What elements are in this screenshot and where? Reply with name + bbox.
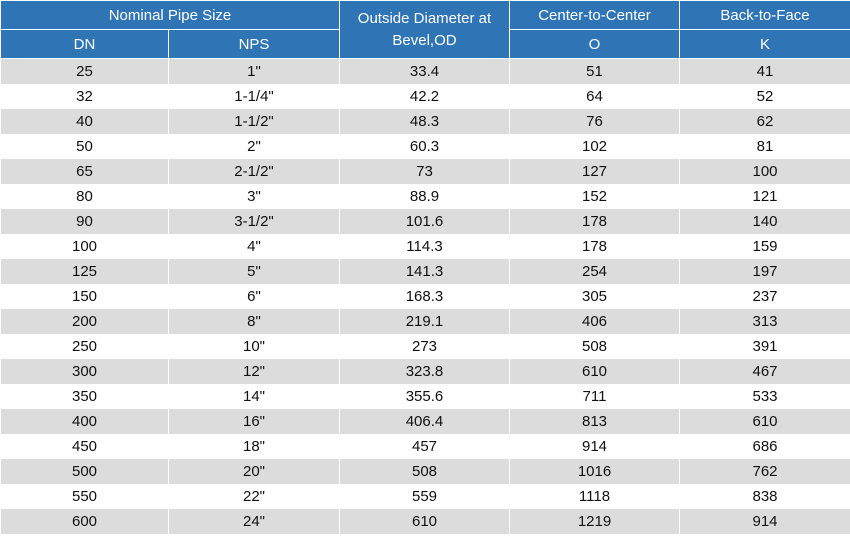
cell-center-to-center: 178 [510,209,680,234]
cell-outside-diameter: 508 [340,459,510,484]
table-row [1,334,850,359]
cell-center-to-center: 1219 [510,509,680,534]
cell-center-to-center: 1016 [510,459,680,484]
table-row [1,484,850,509]
cell-outside-diameter: 355.6 [340,384,510,409]
cell-outside-diameter: 101.6 [340,209,510,234]
cell-center-to-center: 711 [510,384,680,409]
cell-center-to-center: 127 [510,159,680,184]
cell-dn: 65 [1,159,169,184]
cell-center-to-center: 51 [510,59,680,85]
cell-center-to-center: 76 [510,109,680,134]
cell-outside-diameter: 42.2 [340,84,510,109]
cell-dn: 25 [1,59,169,85]
cell-outside-diameter: 559 [340,484,510,509]
cell-outside-diameter: 114.3 [340,234,510,259]
cell-center-to-center: 254 [510,259,680,284]
cell-dn: 100 [1,234,169,259]
cell-dn: 80 [1,184,169,209]
table-row [1,234,850,259]
cell-outside-diameter: 73 [340,159,510,184]
header-outside-diameter: Outside Diameter at Bevel,OD [340,1,510,59]
cell-back-to-face: 610 [680,409,850,434]
header-nps: NPS [169,30,340,59]
cell-dn: 550 [1,484,169,509]
cell-outside-diameter: 406.4 [340,409,510,434]
cell-dn: 32 [1,84,169,109]
cell-nps: 2-1/2" [169,159,340,184]
cell-nps: 3-1/2" [169,209,340,234]
header-center-to-center: Center-to-Center [510,1,680,30]
cell-center-to-center: 813 [510,409,680,434]
table-row [1,434,850,459]
cell-nps: 5" [169,259,340,284]
cell-nps: 1-1/4" [169,84,340,109]
cell-center-to-center: 406 [510,309,680,334]
cell-dn: 500 [1,459,169,484]
cell-dn: 150 [1,284,169,309]
table-row [1,59,850,85]
cell-nps: 24" [169,509,340,534]
cell-outside-diameter: 168.3 [340,284,510,309]
cell-back-to-face: 391 [680,334,850,359]
cell-back-to-face: 313 [680,309,850,334]
cell-dn: 125 [1,259,169,284]
cell-outside-diameter: 48.3 [340,109,510,134]
table-row [1,309,850,334]
cell-back-to-face: 838 [680,484,850,509]
cell-back-to-face: 762 [680,459,850,484]
cell-dn: 400 [1,409,169,434]
cell-back-to-face: 533 [680,384,850,409]
cell-nps: 18" [169,434,340,459]
cell-nps: 20" [169,459,340,484]
table-row [1,284,850,309]
table-row [1,509,850,534]
cell-outside-diameter: 457 [340,434,510,459]
cell-center-to-center: 64 [510,84,680,109]
cell-outside-diameter: 33.4 [340,59,510,85]
cell-dn: 600 [1,509,169,534]
cell-nps: 1-1/2" [169,109,340,134]
cell-dn: 350 [1,384,169,409]
cell-outside-diameter: 141.3 [340,259,510,284]
cell-nps: 16" [169,409,340,434]
cell-center-to-center: 178 [510,234,680,259]
cell-nps: 10" [169,334,340,359]
cell-back-to-face: 140 [680,209,850,234]
cell-back-to-face: 914 [680,509,850,534]
cell-back-to-face: 197 [680,259,850,284]
cell-nps: 3" [169,184,340,209]
cell-back-to-face: 467 [680,359,850,384]
cell-center-to-center: 1118 [510,484,680,509]
table-row [1,259,850,284]
table-row [1,109,850,134]
cell-nps: 14" [169,384,340,409]
table-row [1,409,850,434]
table-row [1,134,850,159]
cell-outside-diameter: 273 [340,334,510,359]
header-k: K [680,30,850,59]
cell-nps: 1" [169,59,340,85]
table-row [1,459,850,484]
table-header [1,1,850,59]
cell-dn: 250 [1,334,169,359]
cell-center-to-center: 914 [510,434,680,459]
cell-dn: 450 [1,434,169,459]
header-o: O [510,30,680,59]
table-row [1,209,850,234]
table-row [1,184,850,209]
cell-center-to-center: 610 [510,359,680,384]
table-row [1,384,850,409]
table-row [1,84,850,109]
cell-back-to-face: 52 [680,84,850,109]
cell-nps: 6" [169,284,340,309]
cell-back-to-face: 41 [680,59,850,85]
table-body [1,59,850,535]
cell-dn: 90 [1,209,169,234]
table-row [1,359,850,384]
cell-nps: 4" [169,234,340,259]
cell-outside-diameter: 60.3 [340,134,510,159]
header-dn: DN [1,30,169,59]
cell-outside-diameter: 88.9 [340,184,510,209]
cell-center-to-center: 305 [510,284,680,309]
header-back-to-face: Back-to-Face [680,1,850,30]
cell-dn: 300 [1,359,169,384]
cell-back-to-face: 121 [680,184,850,209]
cell-center-to-center: 152 [510,184,680,209]
cell-back-to-face: 159 [680,234,850,259]
cell-back-to-face: 237 [680,284,850,309]
cell-dn: 200 [1,309,169,334]
cell-back-to-face: 100 [680,159,850,184]
cell-nps: 22" [169,484,340,509]
cell-back-to-face: 686 [680,434,850,459]
header-nominal-pipe-size: Nominal Pipe Size [1,1,340,30]
cell-outside-diameter: 219.1 [340,309,510,334]
cell-dn: 50 [1,134,169,159]
cell-back-to-face: 81 [680,134,850,159]
cell-outside-diameter: 323.8 [340,359,510,384]
cell-dn: 40 [1,109,169,134]
cell-outside-diameter: 610 [340,509,510,534]
cell-back-to-face: 62 [680,109,850,134]
table-row [1,159,850,184]
cell-center-to-center: 102 [510,134,680,159]
cell-nps: 2" [169,134,340,159]
cell-center-to-center: 508 [510,334,680,359]
cell-nps: 12" [169,359,340,384]
cell-nps: 8" [169,309,340,334]
